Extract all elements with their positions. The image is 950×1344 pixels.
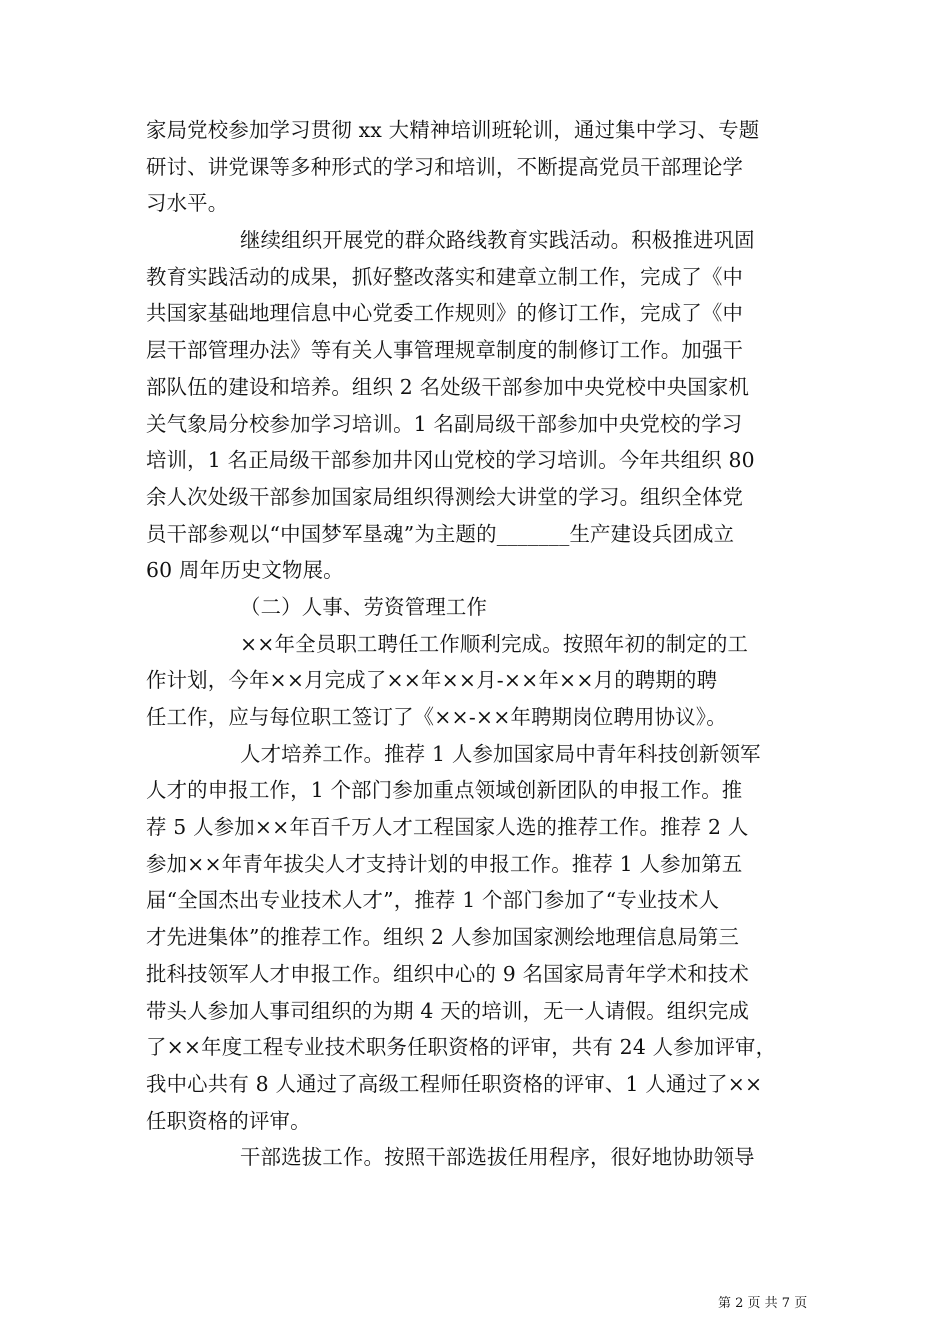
text-line: 人才的申报工作，1 个部门参加重点领域创新团队的申报工作。推 bbox=[146, 778, 743, 803]
text-line: 任工作，应与每位职工签订了《××-××年聘期岗位聘用协议》。 bbox=[146, 705, 727, 729]
text-line: 任职资格的评审。 bbox=[146, 1108, 311, 1133]
text-line: 带头人参加人事司组织的为期 4 天的培训，无一人请假。组织完成 bbox=[146, 998, 750, 1023]
paragraph-start-line: 继续组织开展党的群众路线教育实践活动。积极推进巩固 bbox=[240, 228, 755, 253]
text-line: 我中心共有 8 人通过了高级工程师任职资格的评审、1 人通过了×× bbox=[146, 1071, 763, 1096]
text-line: 才先进集体”的推荐工作。组织 2 人参加国家测绘地理信息局第三 bbox=[146, 925, 740, 950]
text-line: 届“全国杰出专业技术人才”，推荐 1 个部门参加了“专业技术人 bbox=[146, 888, 720, 913]
text-line: 批科技领军人才申报工作。组织中心的 9 名国家局青年学术和技术 bbox=[146, 961, 750, 986]
document-body bbox=[146, 112, 810, 1176]
text-line: 余人次处级干部参加国家局组织得测绘大讲堂的学习。组织全体党 bbox=[146, 484, 744, 509]
text-line: 部队伍的建设和培养。组织 2 名处级干部参加中央党校中央国家机 bbox=[146, 374, 750, 399]
paragraph-start-line: 人才培养工作。推荐 1 人参加国家局中青年科技创新领军 bbox=[240, 741, 761, 766]
text-line: 员干部参观以“中国梦军垦魂”为主题的_______生产建设兵团成立 bbox=[146, 521, 735, 546]
text-line: 研讨、讲党课等多种形式的学习和培训，不断提高党员干部理论学 bbox=[146, 154, 744, 179]
text-line: 习水平。 bbox=[146, 191, 229, 216]
text-line: 荐 5 人参加××年百千万人才工程国家人选的推荐工作。推荐 2 人 bbox=[146, 815, 749, 840]
paragraph-start-line: ××年全员职工聘任工作顺利完成。按照年初的制定的工 bbox=[240, 631, 749, 656]
text-line: 60 周年历史文物展。 bbox=[146, 558, 344, 583]
text-line: 关气象局分校参加学习培训。1 名副局级干部参加中央党校的学习 bbox=[146, 411, 743, 436]
page-number: 第 2 页 共 7 页 bbox=[718, 1296, 808, 1311]
paragraph-start-line: 干部选拔工作。按照干部选拔任用程序，很好地协助领导 bbox=[240, 1145, 755, 1170]
text-line: 了××年度工程专业技术职务任职资格的评审，共有 24 人参加评审， bbox=[146, 1035, 777, 1060]
text-line: 培训，1 名正局级干部参加井冈山党校的学习培训。今年共组织 80 bbox=[146, 448, 755, 473]
text-line: 层干部管理办法》等有关人事管理规章制度的制修订工作。加强干 bbox=[146, 338, 744, 363]
text-line: 家局党校参加学习贯彻 xx 大精神培训班轮训，通过集中学习、专题 bbox=[146, 118, 760, 142]
text-line: 教育实践活动的成果，抓好整改落实和建章立制工作，完成了《中 bbox=[146, 264, 744, 289]
text-line: 参加××年青年拔尖人才支持计划的申报工作。推荐 1 人参加第五 bbox=[146, 851, 743, 876]
text-line: 共国家基础地理信息中心党委工作规则》的修订工作，完成了《中 bbox=[146, 301, 744, 326]
text-line: 作计划，今年××月完成了××年××月-××年××月的聘期的聘 bbox=[146, 668, 718, 693]
section-heading: （二）人事、劳资管理工作 bbox=[240, 594, 488, 619]
